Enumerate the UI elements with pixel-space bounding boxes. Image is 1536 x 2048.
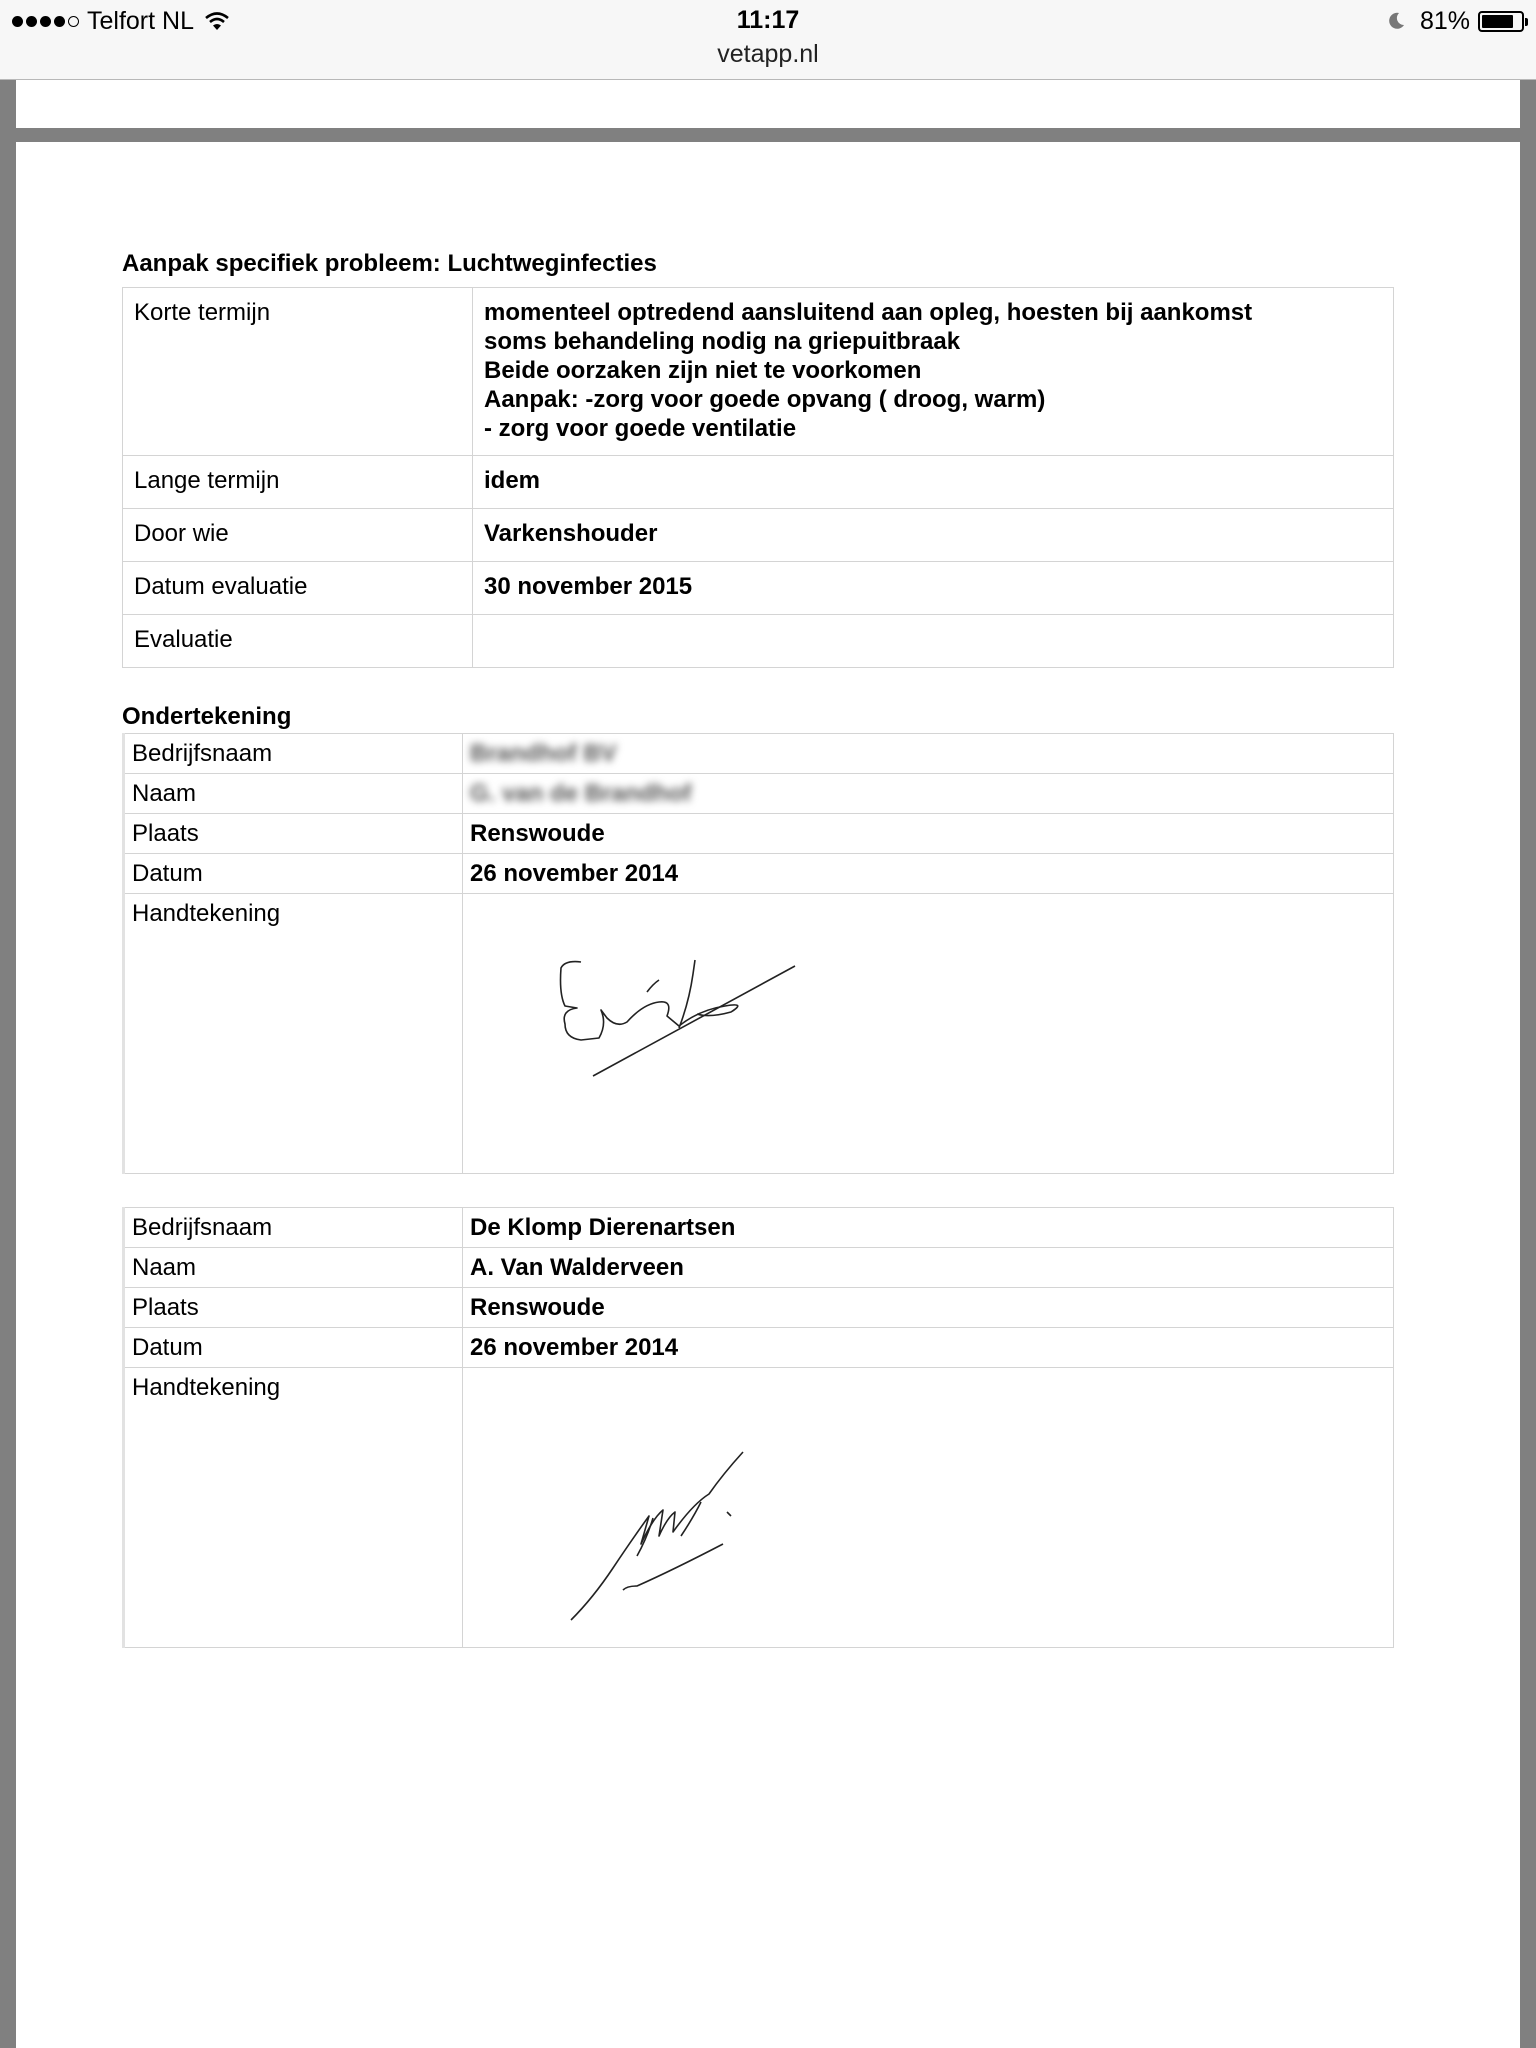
row-label: Naam bbox=[124, 1248, 463, 1288]
table-row bbox=[123, 615, 1394, 668]
table-row bbox=[123, 288, 1394, 456]
status-time: 11:17 bbox=[736, 6, 800, 34]
row-value: Renswoude bbox=[463, 1288, 1394, 1328]
table-row bbox=[124, 894, 1394, 1174]
row-value: A. Van Walderveen bbox=[463, 1248, 1394, 1288]
row-value bbox=[473, 288, 1394, 456]
table-row bbox=[124, 1368, 1394, 1648]
table-row bbox=[124, 1288, 1394, 1328]
row-label: Evaluatie bbox=[123, 615, 473, 668]
table-row bbox=[123, 562, 1394, 615]
moon-icon bbox=[1386, 11, 1406, 31]
plan-table bbox=[122, 287, 1394, 668]
row-value: Renswoude bbox=[463, 814, 1394, 854]
row-label: Handtekening bbox=[124, 1368, 463, 1648]
previous-page bbox=[16, 80, 1520, 128]
value-line: soms behandeling nodig na griepuitbraak bbox=[484, 328, 961, 355]
row-label: Handtekening bbox=[124, 894, 463, 1174]
value-line: momenteel optredend aansluitend aan opleg, hoesten bij aankomst bbox=[484, 299, 1253, 326]
row-label: Bedrijfsnaam bbox=[124, 1208, 463, 1248]
table-row bbox=[124, 854, 1394, 894]
farmer-signature-table bbox=[122, 733, 1394, 1174]
row-value bbox=[463, 734, 1394, 774]
table-row bbox=[124, 1248, 1394, 1288]
row-value: 26 november 2014 bbox=[463, 854, 1394, 894]
status-right bbox=[1386, 6, 1524, 36]
table-row bbox=[124, 774, 1394, 814]
table-row bbox=[124, 1328, 1394, 1368]
row-value: De Klomp Dierenartsen bbox=[463, 1208, 1394, 1248]
value-line: Beide oorzaken zijn niet te voorkomen bbox=[484, 357, 922, 384]
row-label: Korte termijn bbox=[123, 288, 473, 456]
redacted-company: Brandhof BV bbox=[470, 740, 617, 767]
plan-title: Aanpak specifiek probleem: Luchtweginfecties bbox=[122, 250, 657, 277]
row-label: Bedrijfsnaam bbox=[124, 734, 463, 774]
battery-icon bbox=[1478, 11, 1524, 32]
vet-signature-table bbox=[122, 1207, 1394, 1648]
signing-title: Ondertekening bbox=[122, 703, 292, 730]
battery-percentage: 81% bbox=[1419, 6, 1470, 35]
row-label: Datum bbox=[124, 854, 463, 894]
redacted-name: G. van de Brandhof bbox=[470, 780, 692, 807]
row-label: Plaats bbox=[124, 814, 463, 854]
signature-cell bbox=[463, 894, 1394, 1174]
row-label: Lange termijn bbox=[123, 456, 473, 509]
farmer-signature bbox=[543, 954, 803, 1124]
row-value: 30 november 2015 bbox=[473, 562, 1394, 615]
row-label: Datum evaluatie bbox=[123, 562, 473, 615]
table-row bbox=[123, 509, 1394, 562]
table-row bbox=[124, 734, 1394, 774]
table-row bbox=[123, 456, 1394, 509]
row-label: Door wie bbox=[123, 509, 473, 562]
value-line: Aanpak: -zorg voor goede opvang ( droog, warm) bbox=[484, 386, 1046, 413]
row-value: 26 november 2014 bbox=[463, 1328, 1394, 1368]
row-label: Naam bbox=[124, 774, 463, 814]
table-row bbox=[124, 1208, 1394, 1248]
row-label: Plaats bbox=[124, 1288, 463, 1328]
vet-signature bbox=[563, 1408, 803, 1628]
carrier-name: Telfort NL bbox=[87, 6, 194, 35]
row-value: idem bbox=[473, 456, 1394, 509]
row-value bbox=[463, 774, 1394, 814]
row-value bbox=[473, 615, 1394, 668]
table-row bbox=[124, 814, 1394, 854]
address-bar-url[interactable]: vetapp.nl bbox=[717, 40, 819, 68]
row-value: Varkenshouder bbox=[473, 509, 1394, 562]
value-line: - zorg voor goede ventilatie bbox=[484, 415, 797, 442]
status-bar bbox=[0, 0, 1536, 80]
signature-cell bbox=[463, 1368, 1394, 1648]
row-label: Datum bbox=[124, 1328, 463, 1368]
